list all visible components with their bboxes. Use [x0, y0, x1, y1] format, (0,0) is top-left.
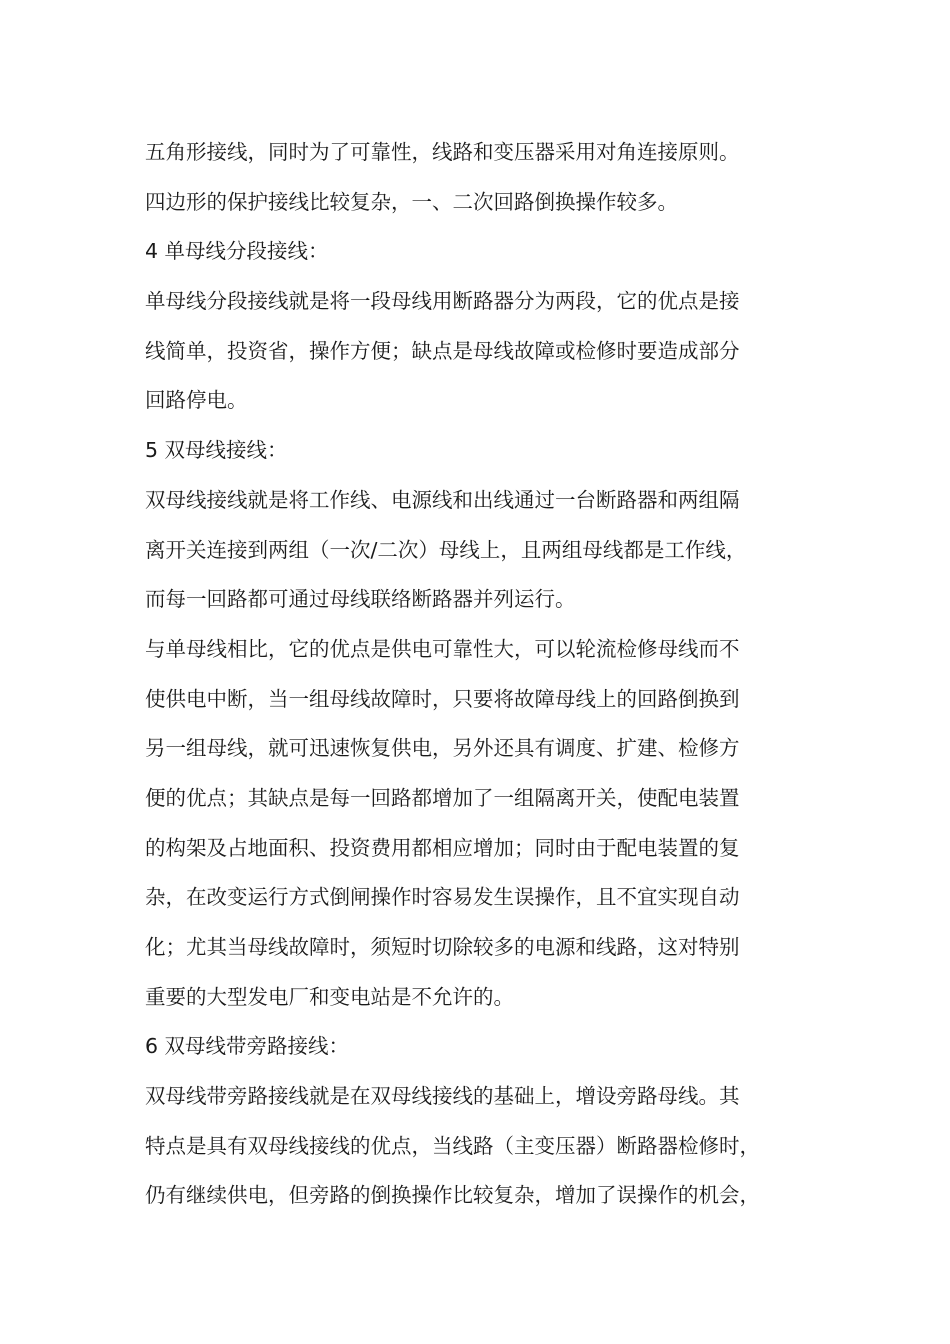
text-line: 而每一回路都可通过母线联络断路器并列运行。: [145, 587, 576, 612]
section-heading-double-bus: 5 双母线接线：: [145, 438, 288, 463]
text-line: 仍有继续供电，但旁路的倒换操作比较复杂，增加了误操作的机会，: [145, 1183, 760, 1208]
text-line: 化；尤其当母线故障时，须短时切除较多的电源和线路，这对特别: [145, 935, 740, 959]
text-line: 便的优点；其缺点是每一回路都增加了一组隔离开关，使配电装置: [145, 785, 740, 810]
section-heading-double-bus-with-bypass: 6 双母线带旁路接线：: [145, 1034, 350, 1059]
text-line: 线简单，投资省，操作方便；缺点是母线故障或检修时要造成部分: [145, 338, 740, 363]
text-line: 杂，在改变运行方式倒闸操作时容易发生误操作，且不宜实现自动: [145, 885, 740, 910]
text-line: 使供电中断，当一组母线故障时，只要将故障母线上的回路倒换到: [145, 686, 740, 711]
text-line: 重要的大型发电厂和变电站是不允许的。: [145, 984, 514, 1009]
text-line: 五角形接线，同时为了可靠性，线路和变压器采用对角连接原则。: [145, 140, 740, 164]
section-heading-single-bus-sectionalized: 4 单母线分段接线：: [145, 239, 329, 264]
text-line: 另一组母线，就可迅速恢复供电，另外还具有调度、扩建、检修方: [145, 736, 740, 761]
text-line: 四边形的保护接线比较复杂，一、二次回路倒换操作较多。: [145, 189, 678, 214]
text-line: 的构架及占地面积、投资费用都相应增加；同时由于配电装置的复: [145, 835, 740, 860]
text-line: 回路停电。: [145, 388, 248, 413]
text-line: 与单母线相比，它的优点是供电可靠性大，可以轮流检修母线而不: [145, 636, 740, 661]
text-line: 双母线带旁路接线就是在双母线接线的基础上，增设旁路母线。其: [145, 1084, 740, 1109]
text-line: 单母线分段接线就是将一段母线用断路器分为两段，它的优点是接: [145, 289, 740, 314]
text-line: 双母线接线就是将工作线、电源线和出线通过一台断路器和两组隔: [145, 487, 740, 512]
text-line: 特点是具有双母线接线的优点，当线路（主变压器）断路器检修时，: [145, 1133, 760, 1158]
document-body: [145, 128, 810, 1221]
text-line: 离开关连接到两组（一次/二次）母线上，且两组母线都是工作线，: [145, 537, 747, 562]
